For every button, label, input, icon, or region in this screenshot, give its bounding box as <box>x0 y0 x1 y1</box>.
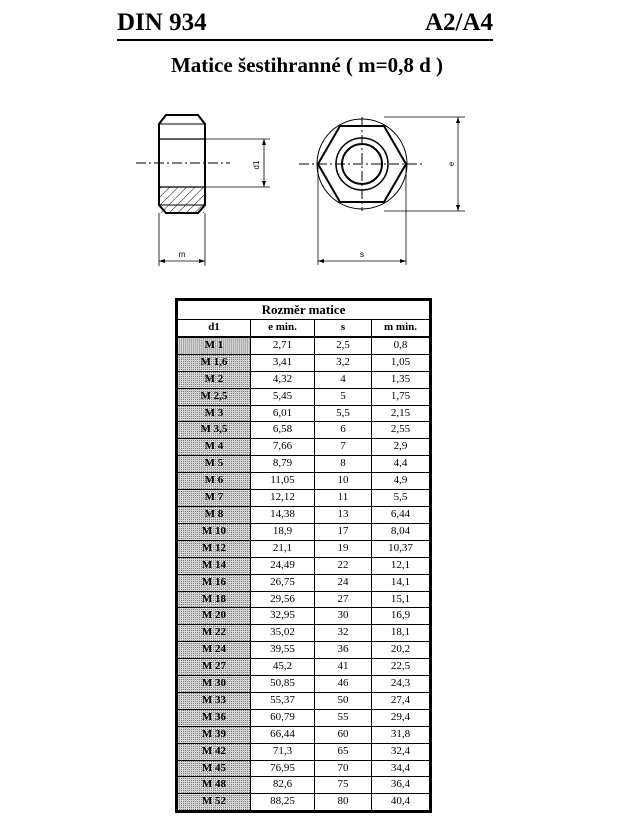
table-row <box>178 388 430 405</box>
cell-e-min: 82,6 <box>251 777 315 794</box>
table-row <box>178 490 430 507</box>
table-row <box>178 659 430 676</box>
dimension-s-label: s <box>360 250 364 259</box>
cell-d1: M 5 <box>178 456 251 473</box>
table-row <box>178 523 430 540</box>
cell-m-min: 1,35 <box>372 371 430 388</box>
table-row <box>178 709 430 726</box>
cell-e-min: 71,3 <box>251 743 315 760</box>
table-row <box>178 337 430 354</box>
table-row <box>178 625 430 642</box>
cell-s: 27 <box>315 591 372 608</box>
cell-d1: M 48 <box>178 777 251 794</box>
table-caption-row <box>178 301 430 320</box>
material-code: A2/A4 <box>424 9 493 36</box>
cell-m-min: 5,5 <box>372 490 430 507</box>
cell-d1: M 3 <box>178 405 251 422</box>
dimension-m-label: m <box>178 250 186 259</box>
cell-d1: M 33 <box>178 692 251 709</box>
cell-s: 3,2 <box>315 354 372 371</box>
cell-m-min: 40,4 <box>372 794 430 811</box>
cell-s: 50 <box>315 692 372 709</box>
cell-m-min: 34,4 <box>372 760 430 777</box>
cell-e-min: 7,66 <box>251 439 315 456</box>
table-header-row <box>178 320 430 337</box>
cell-s: 6 <box>315 422 372 439</box>
cell-e-min: 26,75 <box>251 574 315 591</box>
cell-m-min: 1,05 <box>372 354 430 371</box>
cell-s: 46 <box>315 676 372 693</box>
cell-d1: M 52 <box>178 794 251 811</box>
table-row <box>178 743 430 760</box>
cell-e-min: 21,1 <box>251 540 315 557</box>
cell-e-min: 6,01 <box>251 405 315 422</box>
table-body <box>178 337 430 811</box>
cell-d1: M 45 <box>178 760 251 777</box>
cell-d1: M 24 <box>178 642 251 659</box>
cell-m-min: 12,1 <box>372 557 430 574</box>
cell-e-min: 2,71 <box>251 337 315 354</box>
nut-drawing <box>0 0 640 290</box>
cell-d1: M 39 <box>178 726 251 743</box>
cell-m-min: 32,4 <box>372 743 430 760</box>
table-row <box>178 692 430 709</box>
cell-d1: M 16 <box>178 574 251 591</box>
cell-e-min: 29,56 <box>251 591 315 608</box>
cell-s: 5 <box>315 388 372 405</box>
cell-m-min: 4,9 <box>372 473 430 490</box>
cell-d1: M 12 <box>178 540 251 557</box>
cell-s: 41 <box>315 659 372 676</box>
column-header-e-min: e min. <box>251 320 315 337</box>
table-row <box>178 794 430 811</box>
cell-s: 55 <box>315 709 372 726</box>
cell-m-min: 31,8 <box>372 726 430 743</box>
cell-m-min: 36,4 <box>372 777 430 794</box>
cell-s: 30 <box>315 608 372 625</box>
nut-top-view <box>299 117 465 265</box>
table-row <box>178 760 430 777</box>
cell-d1: M 18 <box>178 591 251 608</box>
cell-s: 80 <box>315 794 372 811</box>
cell-m-min: 2,15 <box>372 405 430 422</box>
cell-e-min: 45,2 <box>251 659 315 676</box>
table-row <box>178 473 430 490</box>
cell-e-min: 50,85 <box>251 676 315 693</box>
cell-e-min: 55,37 <box>251 692 315 709</box>
cell-d1: M 1,6 <box>178 354 251 371</box>
cell-m-min: 16,9 <box>372 608 430 625</box>
cell-s: 5,5 <box>315 405 372 422</box>
cell-e-min: 88,25 <box>251 794 315 811</box>
cell-m-min: 15,1 <box>372 591 430 608</box>
table-row <box>178 726 430 743</box>
column-header-m-min: m min. <box>372 320 430 337</box>
cell-s: 8 <box>315 456 372 473</box>
table-row <box>178 557 430 574</box>
dimension-table-frame <box>175 298 432 813</box>
cell-e-min: 18,9 <box>251 523 315 540</box>
cell-s: 70 <box>315 760 372 777</box>
cell-m-min: 27,4 <box>372 692 430 709</box>
cell-d1: M 42 <box>178 743 251 760</box>
table-row <box>178 371 430 388</box>
cell-d1: M 14 <box>178 557 251 574</box>
cell-d1: M 20 <box>178 608 251 625</box>
table-row <box>178 676 430 693</box>
cell-d1: M 6 <box>178 473 251 490</box>
cell-e-min: 12,12 <box>251 490 315 507</box>
cell-e-min: 8,79 <box>251 456 315 473</box>
cell-m-min: 14,1 <box>372 574 430 591</box>
cell-d1: M 7 <box>178 490 251 507</box>
cell-e-min: 60,79 <box>251 709 315 726</box>
table-row <box>178 574 430 591</box>
document-title: Matice šestihranné ( m=0,8 d ) <box>170 53 444 77</box>
cell-m-min: 4,4 <box>372 456 430 473</box>
cell-e-min: 24,49 <box>251 557 315 574</box>
table-row <box>178 777 430 794</box>
table-row <box>178 591 430 608</box>
dimension-table <box>177 300 430 811</box>
dimension-d1-label: d1 <box>252 160 261 170</box>
cell-d1: M 8 <box>178 506 251 523</box>
cell-e-min: 11,05 <box>251 473 315 490</box>
cell-s: 75 <box>315 777 372 794</box>
cell-d1: M 36 <box>178 709 251 726</box>
cell-d1: M 30 <box>178 676 251 693</box>
cell-s: 24 <box>315 574 372 591</box>
cell-m-min: 22,5 <box>372 659 430 676</box>
cell-e-min: 14,38 <box>251 506 315 523</box>
cell-e-min: 35,02 <box>251 625 315 642</box>
cell-m-min: 0,8 <box>372 337 430 354</box>
dimension-e-label: e <box>447 161 456 167</box>
cell-s: 19 <box>315 540 372 557</box>
cell-d1: M 1 <box>178 337 251 354</box>
table-row <box>178 506 430 523</box>
cell-d1: M 2,5 <box>178 388 251 405</box>
table-row <box>178 642 430 659</box>
table-row <box>178 540 430 557</box>
cell-e-min: 76,95 <box>251 760 315 777</box>
cell-m-min: 10,37 <box>372 540 430 557</box>
table-row <box>178 354 430 371</box>
cell-m-min: 8,04 <box>372 523 430 540</box>
cell-d1: M 22 <box>178 625 251 642</box>
cell-m-min: 18,1 <box>372 625 430 642</box>
table-row <box>178 422 430 439</box>
cell-e-min: 39,55 <box>251 642 315 659</box>
cell-m-min: 2,9 <box>372 439 430 456</box>
cell-m-min: 2,55 <box>372 422 430 439</box>
cell-m-min: 24,3 <box>372 676 430 693</box>
column-header-d1: d1 <box>178 320 251 337</box>
cell-s: 7 <box>315 439 372 456</box>
nut-side-view <box>136 115 270 266</box>
cell-s: 36 <box>315 642 372 659</box>
cell-s: 13 <box>315 506 372 523</box>
cell-m-min: 1,75 <box>372 388 430 405</box>
cell-m-min: 20,2 <box>372 642 430 659</box>
standard-code: DIN 934 <box>117 9 207 36</box>
cell-s: 22 <box>315 557 372 574</box>
cell-d1: M 27 <box>178 659 251 676</box>
column-header-s: s <box>315 320 372 337</box>
cell-e-min: 66,44 <box>251 726 315 743</box>
cell-e-min: 4,32 <box>251 371 315 388</box>
table-row <box>178 439 430 456</box>
cell-d1: M 10 <box>178 523 251 540</box>
cell-s: 17 <box>315 523 372 540</box>
cell-s: 4 <box>315 371 372 388</box>
cell-d1: M 2 <box>178 371 251 388</box>
cell-s: 65 <box>315 743 372 760</box>
table-row <box>178 608 430 625</box>
table-row <box>178 456 430 473</box>
cell-e-min: 6,58 <box>251 422 315 439</box>
table-caption: Rozměr matice <box>178 301 430 320</box>
cell-d1: M 3,5 <box>178 422 251 439</box>
cell-s: 2,5 <box>315 337 372 354</box>
cell-s: 11 <box>315 490 372 507</box>
cell-e-min: 3,41 <box>251 354 315 371</box>
cell-s: 60 <box>315 726 372 743</box>
cell-m-min: 6,44 <box>372 506 430 523</box>
cell-e-min: 32,95 <box>251 608 315 625</box>
cell-d1: M 4 <box>178 439 251 456</box>
cell-s: 10 <box>315 473 372 490</box>
cell-e-min: 5,45 <box>251 388 315 405</box>
cell-m-min: 29,4 <box>372 709 430 726</box>
table-row <box>178 405 430 422</box>
cell-s: 32 <box>315 625 372 642</box>
